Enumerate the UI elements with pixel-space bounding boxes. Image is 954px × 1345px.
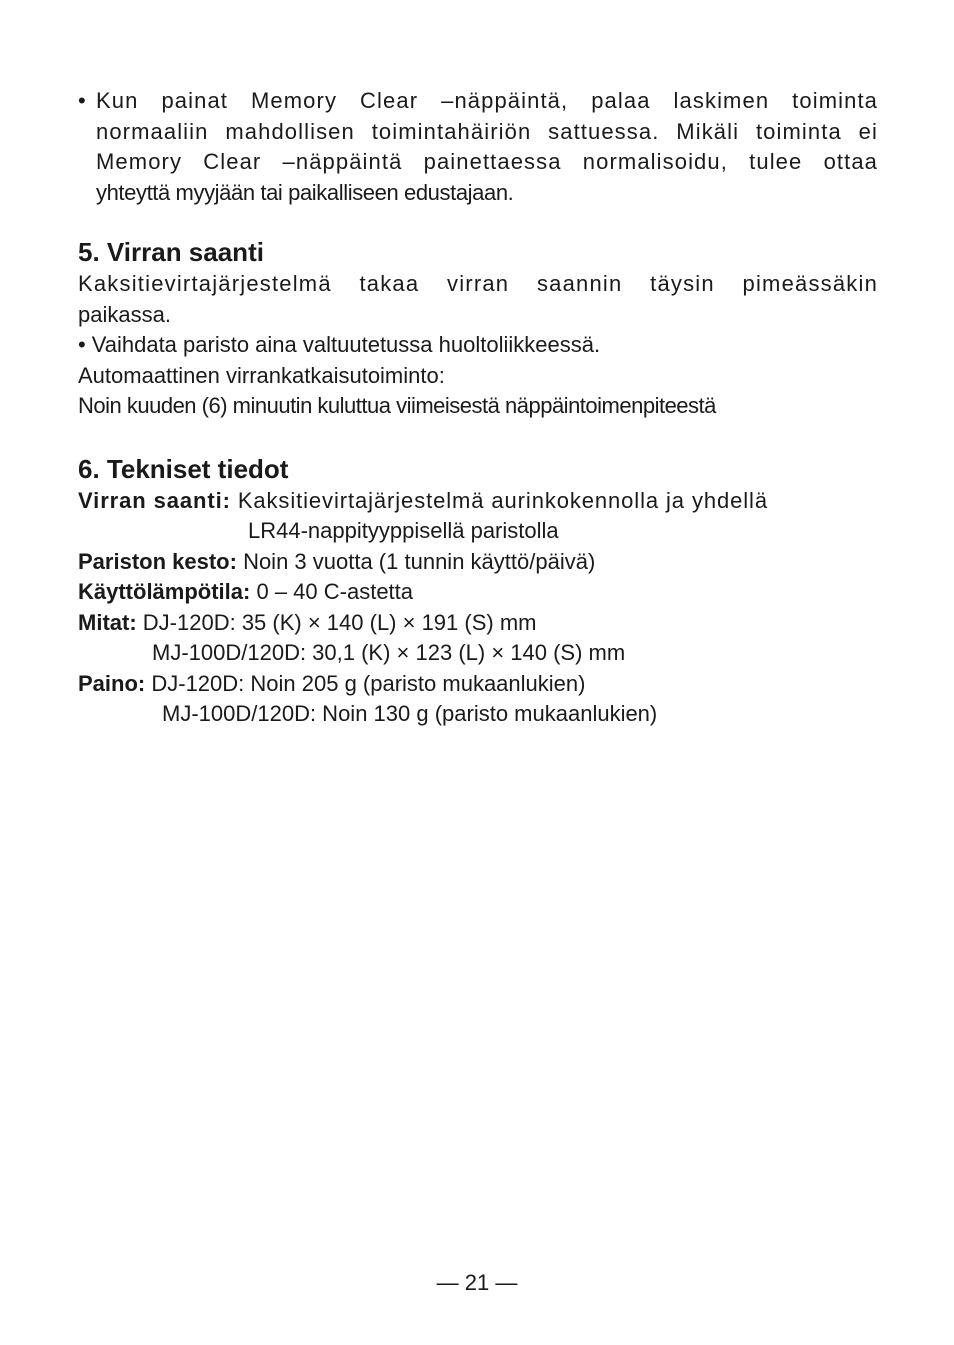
spec-battery-label: Pariston kesto:: [78, 548, 237, 574]
spec-dimensions: [78, 608, 878, 639]
bullet-marker: •: [78, 88, 86, 113]
power-description-line-2: paikassa.: [78, 301, 171, 327]
spec-power: [78, 486, 878, 517]
spec-dimensions-value-2: MJ-100D/120D: 30,1 (K) × 123 (L) × 140 (S) mm: [152, 640, 626, 665]
spec-dimensions-value-1: DJ-120D: 35 (K) × 140 (L) × 191 (S) mm: [142, 609, 537, 635]
spec-weight: [78, 669, 878, 700]
spec-temperature-label: Käyttölämpötila:: [78, 579, 251, 604]
power-description-line-1: Kaksitievirtajärjestelmä takaa virran saannin täysin pimeässäkin: [78, 271, 878, 296]
note-line-3: Memory Clear –näppäintä painettaessa normalisoidu, tulee ottaa: [96, 149, 878, 174]
spec-dimensions-label: Mitat:: [78, 609, 137, 635]
manual-page: [78, 86, 878, 730]
spec-temperature: [78, 577, 878, 608]
note-line-4: yhteyttä myyjään tai paikalliseen edustajaan.: [96, 179, 514, 205]
auto-off-label: Automaattinen virrankatkaisutoiminto:: [78, 362, 445, 388]
spec-power-value-2: LR44-nappityyppisellä paristolla: [248, 518, 559, 543]
spec-weight-value-2: MJ-100D/120D: Noin 130 g (paristo mukaanlukien): [162, 701, 658, 726]
page-number: — 21 —: [436, 1270, 518, 1295]
spec-weight-value-1: DJ-120D: Noin 205 g (paristo mukaanlukien): [151, 670, 586, 696]
note-line-2: normaaliin mahdollisen toimintahäiriön sattuessa. Mikäli toiminta ei: [96, 118, 878, 144]
spec-battery-value: Noin 3 vuotta (1 tunnin käyttö/päivä): [243, 548, 596, 574]
note-line-1: Kun painat Memory Clear –näppäintä, palaa laskimen toiminta: [96, 88, 878, 113]
battery-replacement-note: • Vaihdata paristo aina valtuutetussa huoltoliikkeessä.: [78, 330, 878, 361]
section-6-heading: 6. Tekniset tiedot: [78, 453, 289, 484]
auto-off-text: Noin kuuden (6) minuutin kuluttua viimeisestä näppäintoimenpiteestä: [78, 393, 716, 418]
spec-temperature-value: 0 – 40 C-astetta: [256, 579, 414, 604]
spec-weight-label: Paino:: [78, 670, 146, 696]
spec-power-label: Virran saanti:: [78, 487, 231, 513]
spec-battery: [78, 547, 878, 578]
memory-clear-note: [78, 86, 878, 208]
section-5-heading: 5. Virran saanti: [78, 237, 264, 267]
spec-power-value: Kaksitievirtajärjestelmä aurinkokennolla ja yhdellä: [237, 487, 768, 513]
